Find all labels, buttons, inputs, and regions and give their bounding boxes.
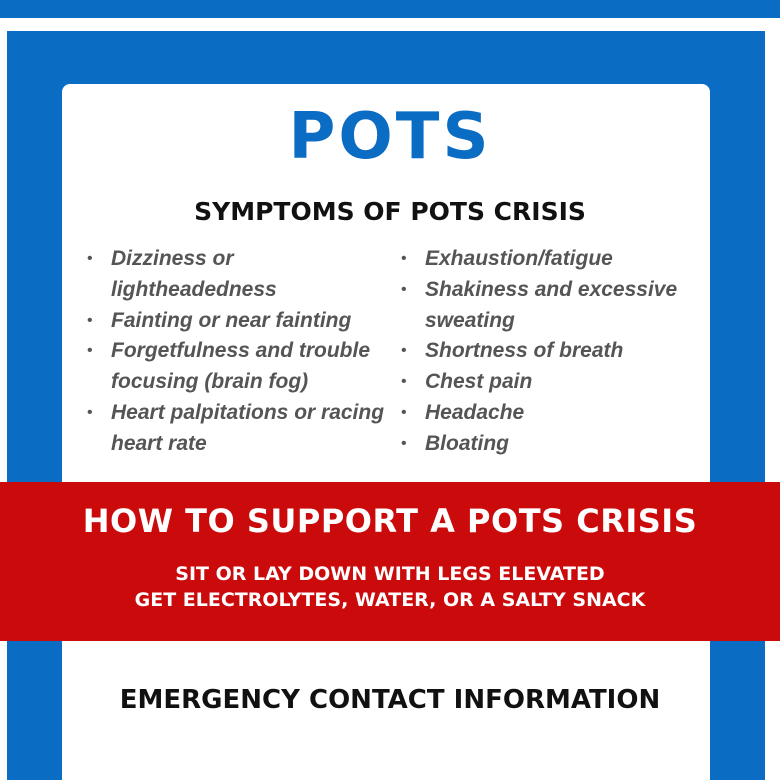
bullet-icon: • [401,342,407,360]
symptoms-list-left [87,244,401,460]
bullet-icon: • [87,250,93,267]
symptom-text: Fainting or near fainting [111,308,352,332]
symptom-text: Forgetfulness and trouble focusing (brain fog) [111,339,371,394]
bullet-icon: • [401,373,407,391]
poster-title: POTS [288,100,492,174]
symptom-text: Shakiness and excessive sweating [425,277,678,332]
bullet-icon: • [87,342,93,360]
bullet-icon: • [401,434,407,452]
symptom-text: Headache [425,400,525,424]
support-instruction: SIT OR LAY DOWN WITH LEGS ELEVATED [175,563,605,585]
symptom-item [401,336,715,367]
support-instruction: GET ELECTROLYTES, WATER, OR A SALTY SNACK [134,589,646,611]
symptom-item [87,398,401,460]
symptom-item [401,367,715,398]
bullet-icon: • [401,403,407,421]
bullet-icon: • [87,403,93,421]
symptoms-list-right [401,244,715,460]
symptom-item [401,398,715,429]
symptom-text: Bloating [425,431,509,455]
symptom-item [401,429,715,460]
symptom-text: Chest pain [425,370,533,394]
symptom-item [401,244,715,275]
emergency-contact-heading: EMERGENCY CONTACT INFORMATION [119,685,661,715]
symptom-item [87,306,401,337]
symptom-item [401,275,715,337]
bullet-icon: • [401,280,407,298]
top-blue-band [0,0,780,18]
symptoms-heading: SYMPTOMS OF POTS CRISIS [194,197,586,226]
symptom-text: Heart palpitations or racing heart rate [111,400,385,455]
symptom-text: Dizziness or lightheadedness [111,247,277,301]
symptom-item [87,336,401,398]
symptom-text: Shortness of breath [425,339,624,363]
support-heading: HOW TO SUPPORT A POTS CRISIS [82,502,698,540]
bullet-icon: • [87,311,93,329]
symptom-text: Exhaustion/fatigue [425,247,613,270]
symptom-item [87,244,401,306]
bullet-icon: • [401,250,407,267]
